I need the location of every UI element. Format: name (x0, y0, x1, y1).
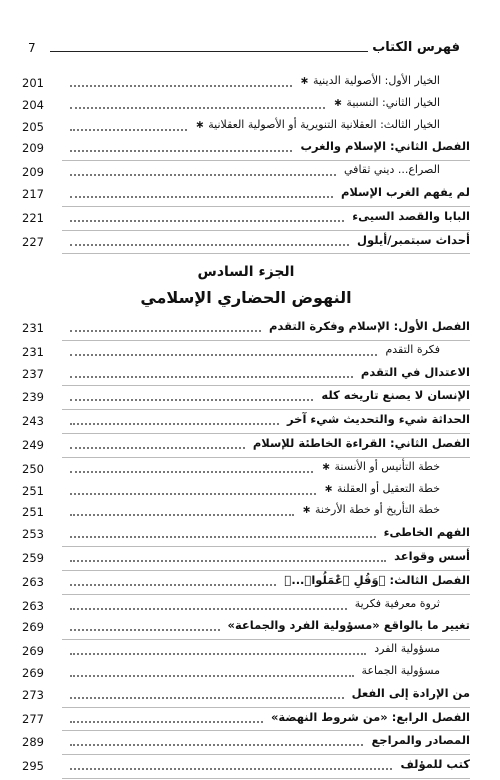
toc-entry (22, 411, 470, 433)
dot-leader (70, 129, 187, 131)
toc-entry (22, 709, 470, 731)
toc-page-number: 217 (22, 186, 44, 201)
toc-page-number: 205 (22, 119, 44, 134)
toc-entry (22, 596, 470, 618)
toc-entry-title: أحداث سبتمبر/أيلول (353, 233, 470, 247)
toc-entry-title: خطة التأنيس أو الأنسنة ∗ (317, 460, 440, 473)
toc-entry-title: الاعتدال في التقدم (357, 365, 470, 379)
toc-entry (22, 459, 470, 481)
toc-page-number: 209 (22, 141, 44, 156)
toc-page-number: 239 (22, 390, 44, 405)
toc-entry (22, 435, 470, 457)
toc-entry-title: الفهم الخاطىء (380, 525, 470, 539)
toc-entry-title: الفصل الرابع: «من شروط النهضة» (267, 710, 470, 724)
toc-entry (22, 685, 470, 707)
toc-page-number: 227 (22, 234, 44, 249)
part-heading (22, 260, 470, 312)
toc-page-number: 243 (22, 414, 44, 429)
dot-leader (70, 471, 313, 473)
header-title: فهرس الكتاب (372, 40, 460, 55)
toc-entry-title: الفصل الثالث: ﴿وَقُلِ ٱعْمَلُوا۟...﴾ (280, 573, 470, 587)
toc-entry-title: مسؤولية الجماعة (358, 664, 440, 677)
toc-entry (22, 208, 470, 230)
toc-entry (22, 756, 470, 778)
dot-leader (70, 423, 279, 425)
toc-entry-title: المصادر والمراجع (367, 733, 470, 747)
toc-entry-title: مسؤولية الفرد (370, 642, 440, 655)
toc-page-number: 269 (22, 620, 44, 635)
dot-leader (70, 399, 313, 401)
dot-leader (70, 560, 386, 562)
toc-entry (22, 342, 470, 364)
toc-entry-title: الحداثة شيء والتحديث شيء آخر (283, 412, 470, 426)
toc-entry (22, 184, 470, 206)
toc-page-number: 231 (22, 321, 44, 335)
toc-entry (22, 481, 470, 503)
toc-entry (22, 95, 470, 117)
toc-entry-title: الصراع... ديني ثقافي (340, 163, 440, 176)
dot-leader (70, 744, 363, 746)
toc-entry (22, 641, 470, 663)
toc-page-number: 253 (22, 527, 44, 542)
toc-entry-title: الخيار الثالث: العقلانية التنويرية أو الأصولية العقلانية ∗ (191, 118, 440, 131)
toc-entry (22, 548, 470, 570)
toc-entry (22, 502, 470, 524)
toc-entry (22, 387, 470, 409)
dot-leader (70, 85, 292, 87)
dot-leader (70, 629, 220, 631)
toc-page-number: 259 (22, 550, 44, 565)
toc-entry-title: ثروة معرفية فكرية (351, 597, 440, 610)
dot-leader (70, 584, 276, 586)
toc-entry (22, 117, 470, 139)
toc-page-number: 204 (22, 97, 44, 112)
entry-rule (62, 253, 470, 255)
dot-leader (70, 608, 347, 610)
toc-page-number: 231 (22, 344, 44, 359)
dot-leader (70, 354, 377, 356)
toc-entry (22, 138, 470, 160)
toc-page-number: 250 (22, 461, 44, 476)
toc-entry (22, 364, 470, 386)
toc-section-2 (22, 318, 470, 780)
toc-entry-title: الخيار الأول: الأصولية الدينية ∗ (296, 74, 440, 87)
toc-entry (22, 663, 470, 685)
part-subtitle: النهوض الحضاري الإسلامي (140, 288, 352, 307)
toc-page-number: 263 (22, 574, 44, 589)
toc-page-number: 237 (22, 366, 44, 381)
toc-page-number: 209 (22, 165, 44, 180)
dot-leader (70, 150, 292, 152)
toc-entry-title: البابا والقصد السيىء (348, 209, 470, 223)
toc-entry (22, 73, 470, 95)
part-title: الجزء السادس (197, 264, 295, 280)
toc-page-number: 201 (22, 76, 44, 90)
toc-page-number: 269 (22, 665, 44, 680)
toc-entry-title: أسس وقواعد (390, 549, 470, 563)
dot-leader (70, 721, 263, 723)
toc-entry (22, 524, 470, 546)
toc-page-number: 221 (22, 210, 44, 225)
toc-entry (22, 162, 470, 184)
dot-leader (70, 536, 376, 538)
toc-entry-title: الإنسان لا يصنع تاريخه كله (317, 388, 470, 402)
toc-page-number: 251 (22, 483, 44, 498)
toc-entry-title: لم يفهم الغرب الإسلام (337, 185, 470, 199)
toc-page-number: 277 (22, 711, 44, 726)
dot-leader (70, 196, 333, 198)
header-page-number: 7 (28, 41, 36, 55)
dot-leader (70, 493, 316, 495)
toc-entry-title: الفصل الثاني: القراءة الخاطئة للإسلام (249, 436, 470, 450)
toc-entry-title: الخيار الثاني: النسبية ∗ (329, 96, 440, 109)
toc-entry-title: تغيير ما بالواقع «مسؤولية الفرد والجماعة» (224, 618, 470, 632)
dot-leader (70, 653, 366, 655)
toc-page-number: 273 (22, 687, 44, 702)
toc-entry-title: كتب للمؤلف (396, 757, 470, 771)
toc-page-number: 289 (22, 735, 44, 750)
toc-entry (22, 232, 470, 254)
toc-page-number: 295 (22, 759, 44, 774)
dot-leader (70, 174, 336, 176)
toc-entry-title: الفصل الثاني: الإسلام والغرب (296, 139, 470, 153)
dot-leader (70, 514, 294, 516)
toc-entry-title: فكرة التقدم (381, 343, 440, 356)
dot-leader (70, 697, 344, 699)
toc-page-number: 251 (22, 505, 44, 520)
dot-leader (70, 675, 354, 677)
toc-entry-title: الفصل الأول: الإسلام وفكرة التقدم (265, 319, 470, 333)
header-rule (50, 51, 368, 52)
toc-entry-title: من الإرادة إلى الفعل (348, 686, 470, 700)
toc-entry (22, 572, 470, 594)
dot-leader (70, 220, 344, 222)
toc-page-number: 263 (22, 598, 44, 613)
toc-page-number: 269 (22, 644, 44, 659)
page-header (28, 40, 460, 60)
dot-leader (70, 107, 325, 109)
toc-page-number: 249 (22, 437, 44, 452)
dot-leader (70, 376, 353, 378)
toc-entry (22, 318, 470, 340)
dot-leader (70, 447, 245, 449)
toc-entry (22, 732, 470, 754)
toc-entry-title: خطة التأريخ أو خطة الأرخنة ∗ (298, 503, 440, 516)
dot-leader (70, 330, 261, 332)
dot-leader (70, 768, 392, 770)
dot-leader (70, 244, 349, 246)
toc-entry-title: خطة التعقيل أو العقلنة ∗ (320, 482, 440, 495)
toc-section-1 (22, 73, 470, 255)
toc-entry (22, 617, 470, 639)
